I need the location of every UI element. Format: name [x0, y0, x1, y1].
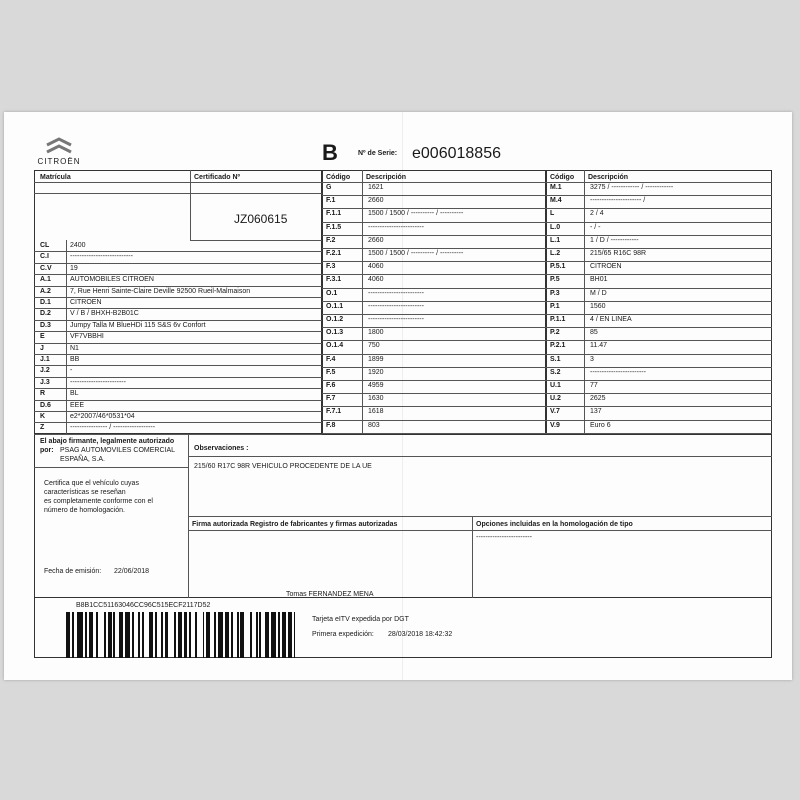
- left-code-d-1: D.1: [40, 299, 51, 306]
- primera-value: 28/03/2018 18:42:32: [388, 631, 453, 638]
- middle-value-f-3-1: 4060: [368, 276, 384, 284]
- middle-value-o-1-3: 1800: [368, 329, 384, 337]
- left-value-e: VF7VBBHI: [70, 333, 104, 341]
- right-code-p-1-1: P.1.1: [550, 316, 566, 323]
- left-code-c-i: C.I: [40, 253, 49, 261]
- citroen-logo: [34, 136, 84, 166]
- brand-name: CITROËN: [37, 157, 81, 166]
- certificado-label: Certificado Nº: [194, 174, 241, 181]
- left-value-d-2: V / B / BHXH-B2B01C: [70, 310, 139, 318]
- right-value-p-2-1: 11.47: [590, 342, 607, 350]
- middle-value-o-1-4: 750: [368, 342, 380, 350]
- middle-value-f-2-1: 1500 / 1500 / ---------- / ----------: [368, 250, 464, 257]
- right-value-p-5: BH01: [590, 276, 608, 284]
- por-label: por:: [40, 447, 54, 454]
- left-value-c-i: ---------------------------: [70, 253, 133, 261]
- right-code-s-2: S.2: [550, 368, 561, 376]
- middle-value-f-6: 4959: [368, 382, 384, 389]
- right-code-u-1: U.1: [550, 382, 561, 389]
- left-code-d-6: D.6: [40, 401, 51, 409]
- left-value-j: N1: [70, 344, 79, 352]
- right-value-s-1: 3: [590, 355, 594, 363]
- left-code-e: E: [40, 333, 45, 341]
- middle-code-f-2-1: F.2.1: [326, 250, 342, 257]
- left-code-d-3: D.3: [40, 321, 51, 329]
- right-code-l-0: L.0: [550, 223, 561, 231]
- signatory-name: Tomas FERNANDEZ MENA: [286, 591, 374, 598]
- middle-value-f-3: 4060: [368, 263, 384, 271]
- fecha-label: Fecha de emisión:: [44, 568, 102, 575]
- right-code-u-2: U.2: [550, 395, 561, 403]
- middle-value-f-5: 1920: [368, 368, 384, 376]
- left-code-r: R: [40, 390, 46, 398]
- middle-code-f-5: F.5: [326, 368, 336, 376]
- middle-value-f-1: 2660: [368, 197, 384, 205]
- middle-desc-header: Descripción: [366, 174, 407, 181]
- serie-number: e006018856: [412, 145, 501, 162]
- left-code-k: K: [40, 413, 46, 420]
- right-value-l-2: 215/65 R16C 98R: [590, 250, 647, 257]
- middle-value-f-2: 2660: [368, 236, 384, 244]
- middle-code-f-3-1: F.3.1: [326, 276, 342, 284]
- left-code-z: Z: [40, 424, 45, 432]
- certificado-number: JZ060615: [234, 212, 288, 226]
- middle-value-o-1: ------------------------: [368, 289, 424, 297]
- right-value-v-7: 137: [590, 408, 602, 416]
- middle-code-o-1-1: O.1.1: [326, 302, 344, 310]
- left-code-a-1: A.1: [40, 276, 51, 284]
- left-value-c-v: 19: [70, 264, 78, 272]
- right-code-p-5-1: P.5.1: [550, 263, 566, 271]
- left-code-j-2: J.2: [40, 367, 50, 375]
- right-value-p-1: 1560: [590, 302, 606, 310]
- right-code-l: L: [550, 210, 555, 218]
- right-code-m-4: M.4: [550, 197, 562, 205]
- right-code-p-5: P.5: [550, 276, 560, 284]
- left-value-d-3: Jumpy Talla M BlueHDi 115 S&S 6v Confort: [70, 321, 206, 329]
- tarjeta-text: Tarjeta eITV expedida por DGT: [312, 616, 409, 623]
- left-value-r: BL: [70, 390, 79, 398]
- right-code-p-1: P.1: [550, 302, 560, 310]
- left-value-j-1: BB: [70, 356, 80, 363]
- middle-value-f-4: 1899: [368, 355, 384, 363]
- left-value-k: e2*2007/46*0531*04: [70, 413, 135, 420]
- middle-value-o-1-1: ------------------------: [368, 302, 424, 310]
- firmante-label: El abajo firmante, legalmente autorizado: [40, 438, 175, 445]
- middle-code-f-2: F.2: [326, 236, 336, 244]
- middle-value-f-8: 803: [368, 421, 380, 429]
- right-value-m-1: 3275 / ------------ / ------------: [590, 184, 674, 191]
- opciones-label: Opciones incluidas en la homologación de tipo: [476, 521, 633, 528]
- middle-code-f-7-1: F.7.1: [326, 408, 342, 416]
- middle-code-o-1-3: O.1.3: [326, 329, 344, 337]
- right-desc-header: Descripción: [588, 174, 629, 181]
- left-code-c-v: C.V: [40, 264, 52, 272]
- firma-label: Firma autorizada Registro de fabricantes y firmas autorizadas: [192, 521, 398, 528]
- primera-label: Primera expedición:: [312, 631, 374, 638]
- certificate-sheet: [4, 112, 792, 680]
- left-code-j-3: J.3: [40, 378, 50, 386]
- middle-value-f-7-1: 1618: [368, 408, 384, 416]
- right-code-p-2: P.2: [550, 329, 560, 337]
- right-code-v-9: V.9: [550, 421, 560, 429]
- right-code-p-3: P.3: [550, 289, 560, 297]
- certifica-text: Certifica que el vehículo cuyas características se reseñan es completamente conforme con el número de homologación.: [44, 480, 153, 514]
- left-value-a-2: 7, Rue Henri Sainte-Claire Deville 92500 Rueil-Malmaison: [70, 287, 251, 295]
- barcode: [66, 612, 302, 658]
- middle-code-f-1: F.1: [326, 197, 336, 205]
- right-value-m-4: ---------------------- /: [590, 197, 646, 205]
- middle-code-f-1-5: F.1.5: [326, 223, 342, 231]
- right-code-header: Código: [550, 174, 575, 181]
- middle-value-f-1-5: ------------------------: [368, 223, 424, 231]
- left-code-j: J: [40, 344, 44, 352]
- observaciones-label: Observaciones :: [194, 445, 249, 452]
- middle-code-o-1: O.1: [326, 289, 338, 297]
- serie-label: Nº de Serie:: [358, 150, 398, 157]
- right-code-m-1: M.1: [550, 184, 562, 191]
- right-code-l-1: L.1: [550, 236, 561, 244]
- document-letter: B: [322, 140, 338, 165]
- left-code-d-2: D.2: [40, 310, 51, 318]
- left-code-j-1: J.1: [40, 356, 50, 363]
- middle-code-f-7: F.7: [326, 395, 336, 403]
- left-value-d-6: EEE: [70, 401, 85, 409]
- right-value-p-1-1: 4 / EN LINEA: [590, 316, 632, 323]
- middle-value-o-1-2: ------------------------: [368, 316, 424, 323]
- observaciones-value: 215/60 R17C 98R VEHICULO PROCEDENTE DE LA UE: [194, 463, 372, 470]
- right-value-l-0: - / -: [590, 223, 601, 231]
- left-value-d-1: CITROEN: [70, 299, 102, 306]
- middle-value-f-7: 1630: [368, 395, 384, 403]
- middle-code-f-1-1: F.1.1: [326, 210, 342, 218]
- barcode-text: B8B1CC51163046CC96C515ECF2117D52: [76, 602, 211, 609]
- opciones-value: ------------------------: [476, 534, 532, 541]
- right-value-p-3: M / D: [590, 289, 607, 297]
- right-code-p-2-1: P.2.1: [550, 342, 566, 350]
- middle-code-header: Código: [326, 174, 351, 181]
- right-code-s-1: S.1: [550, 355, 561, 363]
- left-value-cl: 2400: [70, 242, 86, 249]
- right-code-v-7: V.7: [550, 408, 560, 416]
- right-value-p-2: 85: [590, 329, 598, 337]
- right-code-l-2: L.2: [550, 250, 561, 257]
- middle-value-f-1-1: 1500 / 1500 / ---------- / ----------: [368, 210, 464, 218]
- fecha-value: 22/06/2018: [114, 568, 150, 575]
- left-value-z: ---------------- / ------------------: [70, 424, 156, 432]
- left-value-a-1: AUTOMOBILES CITROEN: [70, 276, 154, 284]
- middle-code-f-3: F.3: [326, 263, 336, 271]
- middle-code-o-1-4: O.1.4: [326, 342, 344, 350]
- citroen-chevron-icon: [44, 136, 74, 156]
- matricula-label: Matrícula: [40, 174, 71, 181]
- left-code-a-2: A.2: [40, 287, 51, 295]
- middle-code-f-6: F.6: [326, 382, 336, 389]
- left-value-j-2: -: [70, 367, 73, 375]
- right-value-l-1: 1 / D / ------------: [590, 236, 639, 244]
- middle-code-f-8: F.8: [326, 421, 336, 429]
- middle-code-f-4: F.4: [326, 355, 336, 363]
- right-value-p-5-1: CITROEN: [590, 263, 622, 271]
- right-table: [546, 170, 772, 434]
- right-value-v-9: Euro 6: [590, 421, 611, 429]
- por-value: PSAG AUTOMOVILES COMERCIAL ESPAÑA, S.A.: [60, 447, 176, 463]
- right-value-l: 2 / 4: [590, 210, 604, 218]
- middle-code-o-1-2: O.1.2: [326, 316, 344, 323]
- left-code-cl: CL: [40, 242, 50, 249]
- left-value-j-3: ------------------------: [70, 378, 126, 386]
- right-value-u-2: 2625: [590, 395, 606, 403]
- middle-value-g: 1621: [368, 184, 384, 191]
- right-value-s-2: ------------------------: [590, 368, 646, 376]
- right-value-u-1: 77: [590, 382, 598, 389]
- middle-code-g: G: [326, 184, 332, 191]
- barcode-bar: [295, 612, 301, 658]
